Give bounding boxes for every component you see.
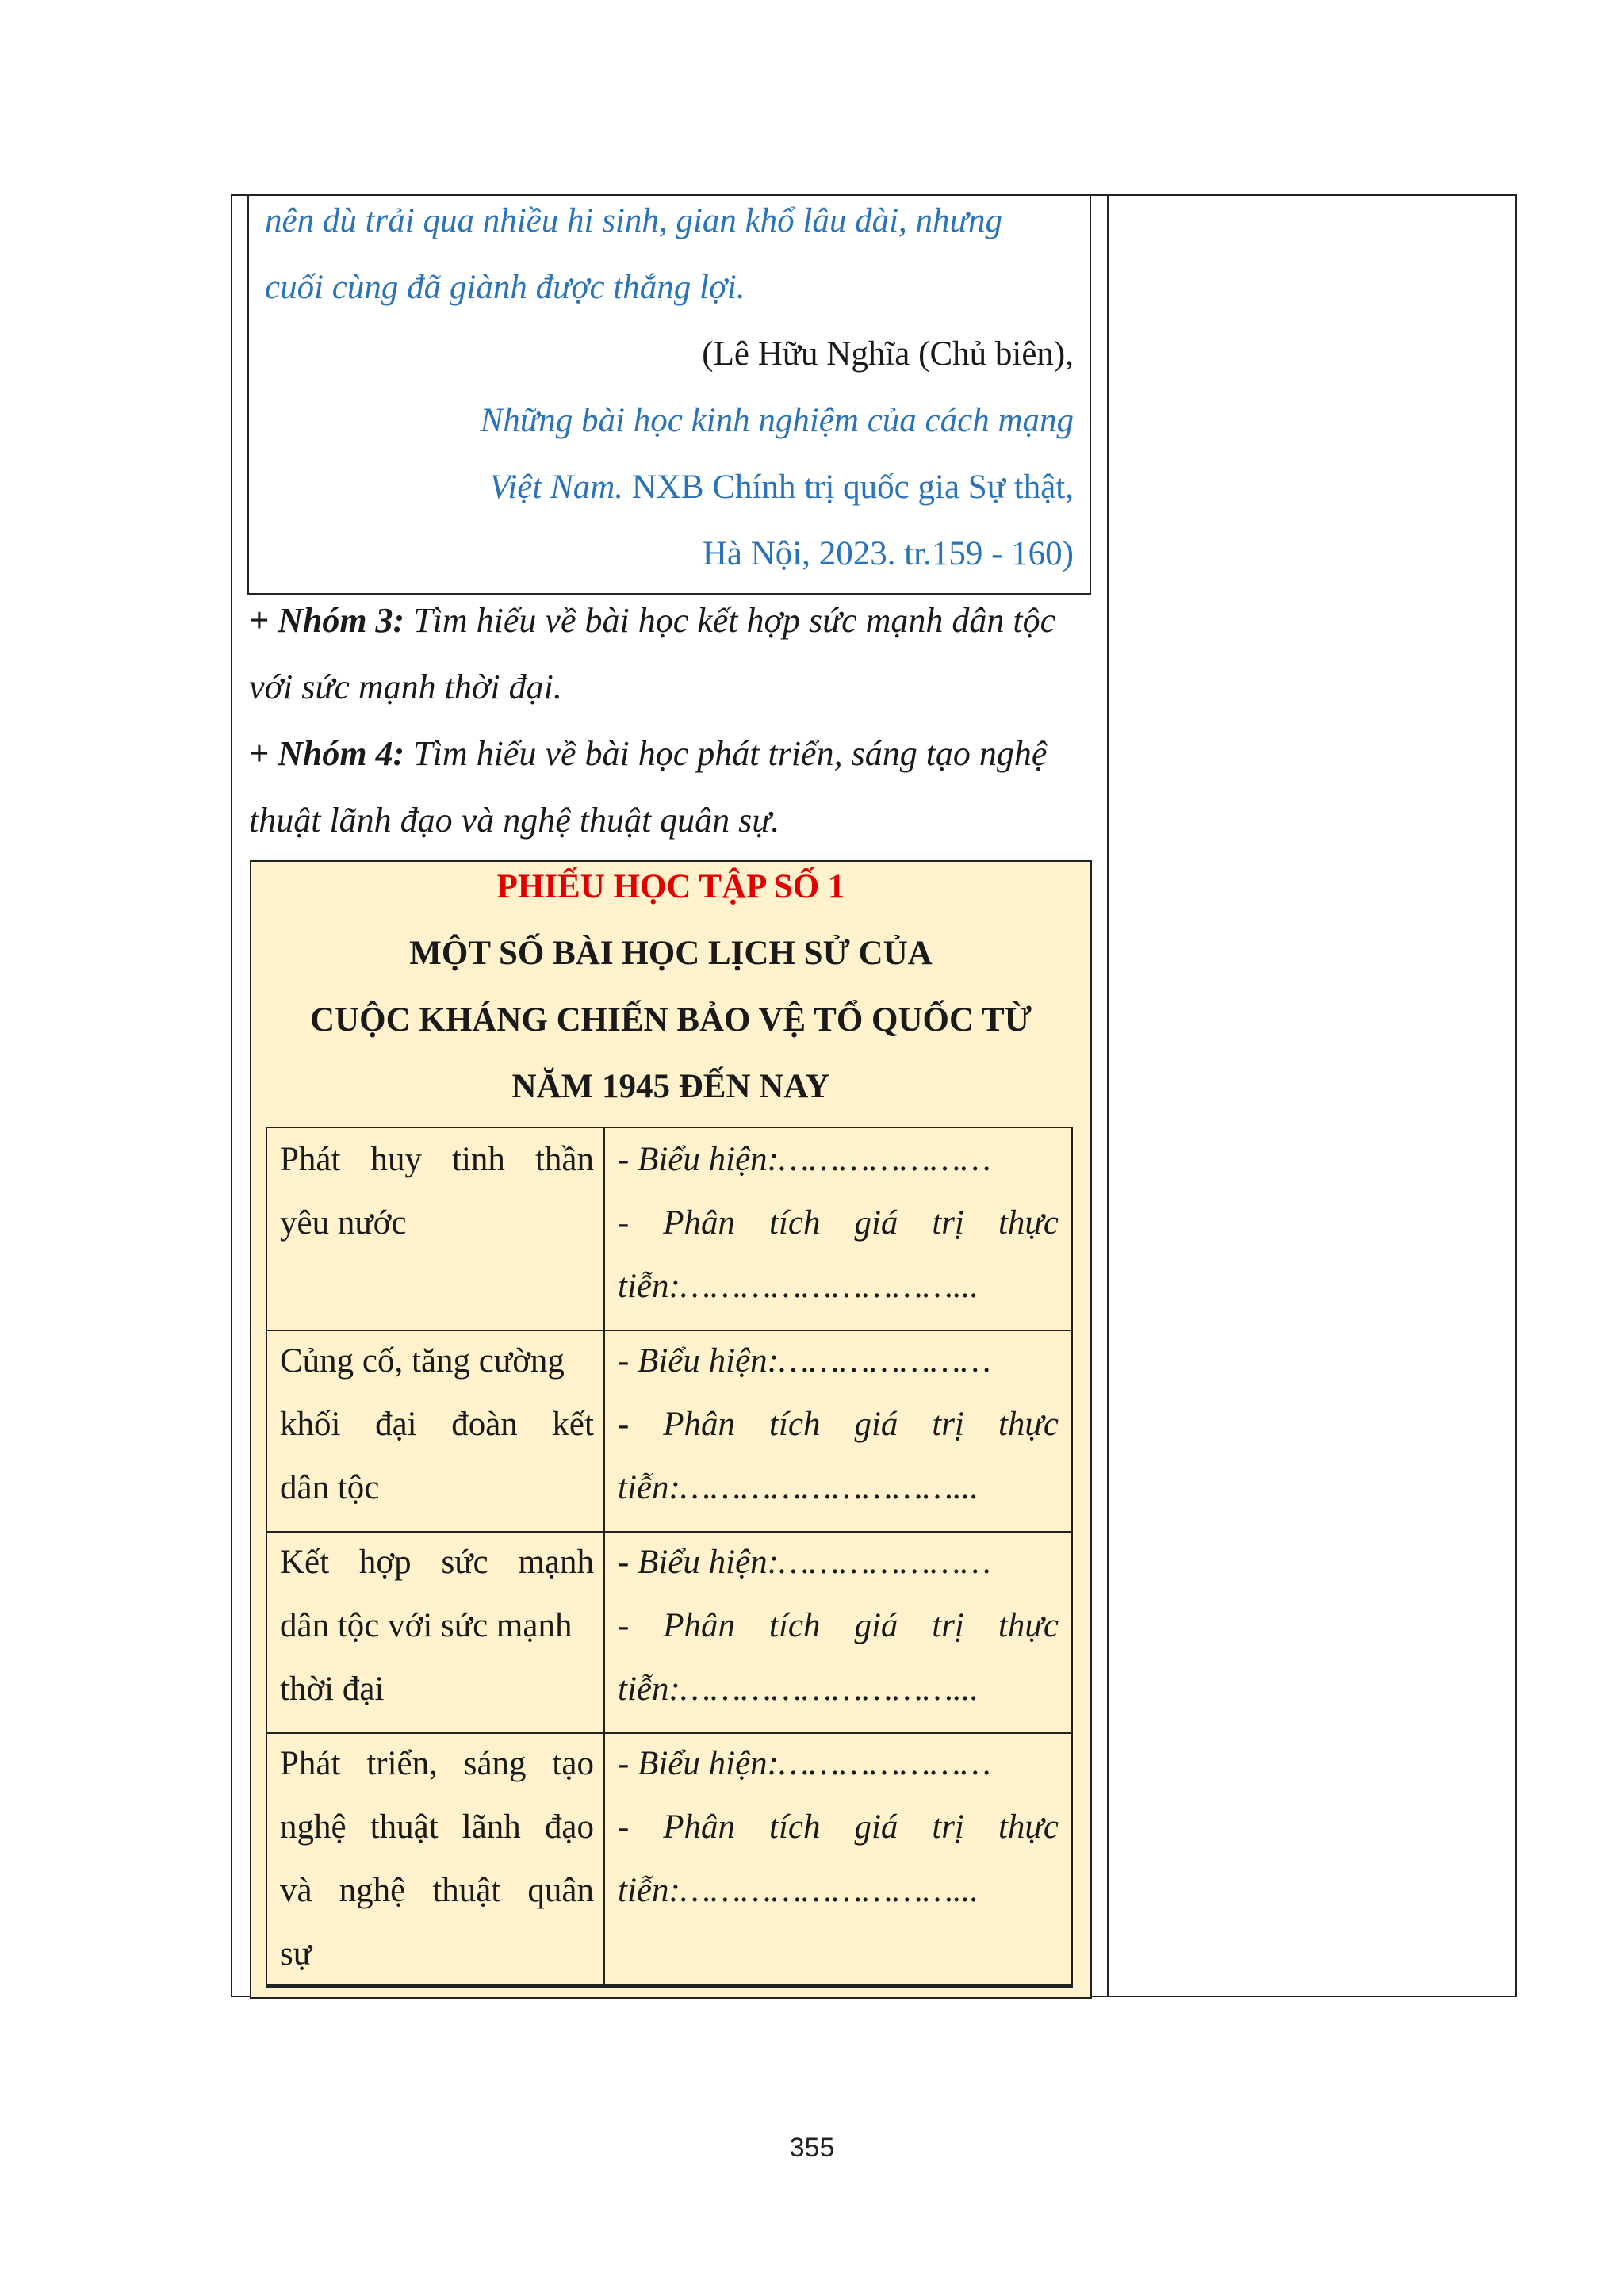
group-3-line-2: với sức mạnh thời đại. bbox=[249, 668, 562, 706]
lesson-4-line-3 bbox=[280, 1859, 594, 1923]
word: Phân bbox=[663, 1406, 736, 1443]
quote-box bbox=[247, 194, 1091, 595]
word: quân bbox=[527, 1872, 594, 1909]
answer-cell-1 bbox=[618, 1128, 1059, 1318]
word: thực bbox=[998, 1204, 1059, 1242]
lesson-4-line-2 bbox=[280, 1796, 594, 1859]
lesson-3-line-2: dân tộc với sức mạnh bbox=[280, 1607, 573, 1644]
word: giá bbox=[854, 1607, 898, 1644]
thuc-tien-line: tiễn:………………………... bbox=[618, 1469, 979, 1506]
thuc-tien-line: tiễn:………………………... bbox=[618, 1268, 979, 1305]
word: giá bbox=[854, 1808, 898, 1846]
group-3-text: Tìm hiểu về bài học kết hợp sức mạnh dân tộc bbox=[404, 601, 1056, 640]
citation-book-title: Việt Nam. bbox=[489, 469, 624, 506]
word: giá bbox=[854, 1204, 898, 1242]
answer-cell-2 bbox=[618, 1330, 1059, 1520]
word: Phân bbox=[663, 1204, 736, 1242]
word: nghệ bbox=[339, 1872, 406, 1909]
lesson-cell-1 bbox=[280, 1128, 594, 1255]
word: Phát bbox=[280, 1745, 341, 1782]
lesson-cell-2 bbox=[280, 1330, 594, 1520]
word: tinh bbox=[452, 1141, 505, 1178]
word: thực bbox=[998, 1406, 1059, 1443]
lesson-2-line-3: dân tộc bbox=[280, 1469, 380, 1506]
word: thuật bbox=[432, 1872, 501, 1909]
quote-line-1: nên dù trải qua nhiều hi sinh, gian khổ lâu dài, nhưng bbox=[265, 202, 1003, 239]
lesson-4-line-1 bbox=[280, 1732, 594, 1796]
answer-cell-4 bbox=[618, 1732, 1059, 1923]
group-4-label: + Nhóm 4: bbox=[249, 734, 405, 773]
word: kết bbox=[552, 1406, 594, 1443]
group-4-line-2: thuật lãnh đạo và nghệ thuật quân sự. bbox=[249, 801, 780, 840]
phan-tich-line bbox=[618, 1594, 1059, 1658]
word: Phân bbox=[663, 1607, 736, 1644]
quote-line-2: cuối cùng đã giành được thắng lợi. bbox=[265, 269, 745, 306]
word: - bbox=[618, 1406, 630, 1443]
word: tích bbox=[769, 1607, 821, 1644]
notes-column bbox=[1109, 196, 1515, 1996]
bieu-hien-line: - Biểu hiện:………………… bbox=[618, 1745, 991, 1782]
word: trị bbox=[932, 1607, 964, 1644]
lesson-1-line-2: yêu nước bbox=[280, 1204, 407, 1242]
citation-line-2: Những bài học kinh nghiệm của cách mạng bbox=[480, 402, 1074, 439]
word: huy bbox=[370, 1141, 422, 1178]
word: lãnh bbox=[462, 1808, 521, 1846]
bieu-hien-line: - Biểu hiện:………………… bbox=[618, 1141, 991, 1178]
citation-line-3 bbox=[489, 469, 1074, 507]
group-4-line-1 bbox=[249, 735, 1047, 773]
word: - bbox=[618, 1204, 630, 1242]
lesson-3-line-1 bbox=[280, 1531, 594, 1594]
word: thuật bbox=[370, 1808, 439, 1846]
lesson-1-line-1 bbox=[280, 1128, 594, 1192]
activity-column bbox=[232, 196, 1109, 1996]
worksheet-title-line-2: CUỘC KHÁNG CHIẾN BẢO VỆ TỔ QUỐC TỪ bbox=[310, 1001, 1032, 1039]
thuc-tien-line: tiễn:………………………... bbox=[618, 1670, 979, 1708]
phan-tich-line bbox=[618, 1393, 1059, 1456]
word: mạnh bbox=[518, 1544, 594, 1581]
word: - bbox=[618, 1808, 630, 1846]
group-3-label: + Nhóm 3: bbox=[249, 601, 405, 640]
word: thực bbox=[998, 1808, 1059, 1846]
word: sáng bbox=[463, 1745, 527, 1782]
word: Kết bbox=[280, 1544, 330, 1581]
citation-publisher: NXB Chính trị quốc gia Sự thật, bbox=[623, 469, 1074, 506]
word: đoàn bbox=[451, 1406, 518, 1443]
word: Phát bbox=[280, 1141, 341, 1178]
lesson-4-line-4: sự bbox=[280, 1935, 312, 1973]
bieu-hien-line: - Biểu hiện:………………… bbox=[618, 1342, 991, 1380]
group-4-text: Tìm hiểu về bài học phát triển, sáng tạo nghệ bbox=[404, 734, 1048, 773]
word: và bbox=[280, 1872, 312, 1909]
word: nghệ bbox=[280, 1808, 347, 1846]
word: sức bbox=[441, 1544, 488, 1581]
word: khối bbox=[280, 1406, 341, 1443]
word: hợp bbox=[358, 1544, 412, 1581]
word: trị bbox=[932, 1204, 964, 1242]
word: Phân bbox=[663, 1808, 736, 1846]
lesson-cell-3 bbox=[280, 1531, 594, 1721]
phan-tich-line bbox=[618, 1796, 1059, 1859]
word: - bbox=[618, 1607, 630, 1644]
page-number: 355 bbox=[789, 2133, 835, 2163]
phan-tich-line bbox=[618, 1192, 1059, 1255]
word: đại bbox=[375, 1406, 417, 1443]
word: trị bbox=[932, 1808, 964, 1846]
worksheet-grid bbox=[266, 1127, 1073, 1986]
lesson-3-line-3: thời đại bbox=[280, 1670, 385, 1708]
word: tích bbox=[769, 1406, 821, 1443]
lesson-2-line-2 bbox=[280, 1393, 594, 1456]
word: thực bbox=[998, 1607, 1059, 1644]
worksheet-title-line-1: MỘT SỐ BÀI HỌC LỊCH SỬ CỦA bbox=[409, 935, 933, 972]
lesson-table bbox=[231, 194, 1517, 1997]
worksheet-heading: PHIẾU HỌC TẬP SỐ 1 bbox=[496, 868, 845, 905]
word: tích bbox=[769, 1204, 821, 1242]
word: tạo bbox=[552, 1745, 594, 1782]
citation-line-4: Hà Nội, 2023. tr.159 - 160) bbox=[702, 535, 1074, 572]
grid-bottom-border bbox=[266, 1984, 1073, 1988]
thuc-tien-line: tiễn:………………………... bbox=[618, 1872, 979, 1909]
bieu-hien-line: - Biểu hiện:………………… bbox=[618, 1544, 991, 1581]
worksheet bbox=[250, 860, 1092, 1999]
word: trị bbox=[932, 1406, 964, 1443]
grid-divider bbox=[603, 1128, 605, 1984]
worksheet-title-line-3: NĂM 1945 ĐẾN NAY bbox=[511, 1068, 830, 1105]
lesson-2-line-1: Củng cố, tăng cường bbox=[280, 1342, 565, 1380]
word: triển, bbox=[366, 1745, 438, 1782]
group-3-line-1 bbox=[249, 602, 1055, 640]
word: thần bbox=[534, 1141, 594, 1178]
word: đạo bbox=[544, 1808, 594, 1846]
lesson-cell-4 bbox=[280, 1732, 594, 1986]
word: tích bbox=[769, 1808, 821, 1846]
answer-cell-3 bbox=[618, 1531, 1059, 1721]
citation-line-1: (Lê Hữu Nghĩa (Chủ biên), bbox=[702, 335, 1074, 373]
word: giá bbox=[854, 1406, 898, 1443]
